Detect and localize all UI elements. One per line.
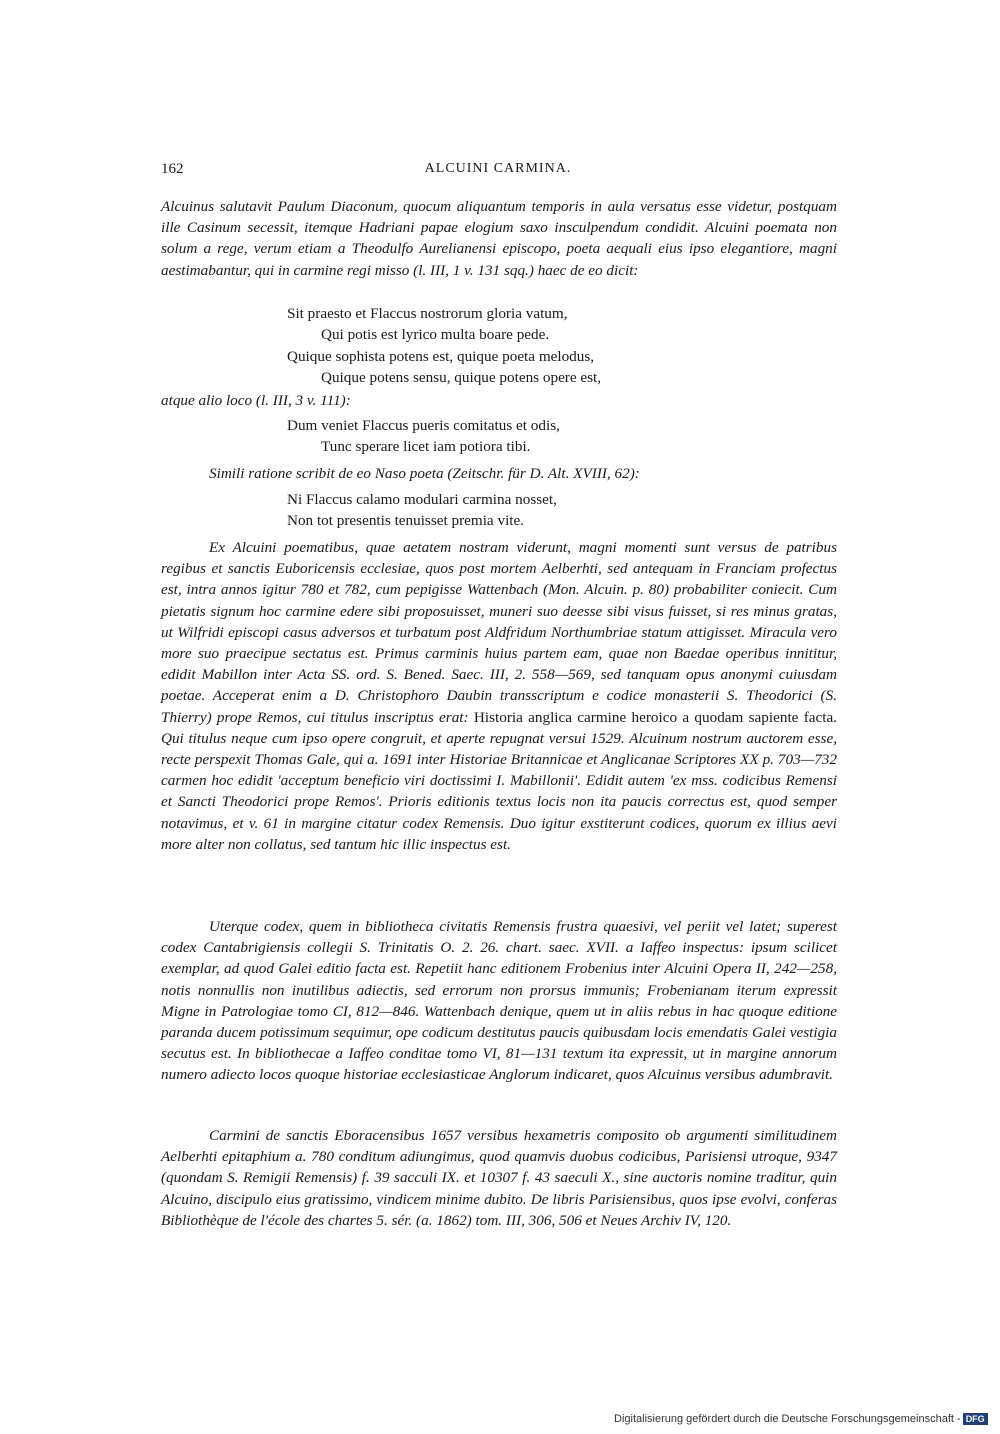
dfg-logo-icon: DFG <box>963 1413 988 1425</box>
verse-line: Quique potens sensu, quique potens opere est, <box>321 369 602 387</box>
verse-block-theodulf-2 <box>287 415 560 458</box>
verse-intro-3: Simili ratione scribit de eo Naso poeta (Zeitschr. für D. Alt. XVIII, 62): <box>209 465 640 482</box>
verse-line: Qui potis est lyrico multa boare pede. <box>321 326 550 344</box>
running-title: ALCUINI CARMINA. <box>424 161 572 176</box>
verse-block-theodulf-1 <box>287 303 601 389</box>
verse-line: Dum veniet Flaccus pueris comitatus et odis, <box>287 417 560 434</box>
paragraph-intro: Alcuinus salutavit Paulum Diaconum, quocum aliquantum temporis in aula versatus esse videtur, postquam ille Casinum secessit, itemque Hadriani papae elogium saxo insculpendum condidit. Alcuini poemata non solum a rege, verum etiam a Theodulfo Aurelianensi episcopo, poeta aequali eius ipso elegantiore, magni aestimabantur, qui in carmine regi misso (l. III, 1 v. 131 sqq.) haec de eo dicit: <box>161 198 837 279</box>
paragraph-poems-part-c: Qui titulus neque cum ipso opere congruit, et aperte repugnat versui 1529. Alcuinum nostrum auctorem esse, recte perspexit Thomas Gale, qui a. 1691 inter Historiae Britannicae et Anglicanae Scriptores XX p. 703—732 carmen hoc edidit 'acceptum beneficio viri doctissimi I. Mabillonii'. Edidit autem 'ex mss. codicibus Remensi et Sancti Theodorici prope Remos'. Prioris editionis textus locis non ita paucis correctus est, quod semper notavimus, et v. 61 in margine citatur codex Remensis. Duo igitur exstiterunt codices, quorum ex illius aevi more alter non collatus, sed tantum hic illic inspectus est. <box>161 729 837 853</box>
paragraph-codices: Uterque codex, quem in bibliotheca civitatis Remensis frustra quaesivi, vel periit vel latet; superest codex Cantabrigiensis collegii S. Trinitatis O. 2. 26. chart. saec. XVII. a Iaffeo inspectus: ipsum scilicet exemplar, ad quod Galei editio facta est. Repetiit hanc editionem Frobenius inter Alcuini Opera II, 242—258, notis nonnullis non inutilibus adiectis, sed errorum non prorsus immunis; Frobenianam iterum expressit Migne in Patrologiae tomo CI, 812—846. Wattenbach denique, quem ut in aliis rebus in hac quoque editione paranda ducem potissimum sequimur, ope codicum destitutus paucis quibusdam locis emendatis Galei vestigia secutus est. In bibliothecae a Iaffeo conditae tomo VI, 81—131 textum ita expressit, ut in margine annorum numero adiecto locos quoque historiae ecclesiasticae Anglorum indicaret, quos Alcuinus versibus adumbravit. <box>161 918 837 1084</box>
paragraph-poems <box>161 537 837 855</box>
verse-line: Quique sophista potens est, quique poeta melodus, <box>287 347 595 365</box>
paragraph-poems-part-a: Ex Alcuini poematibus, quae aetatem nostram viderunt, magni momenti sunt versus de patribus regibus et sanctis Euboricensis ecclesiae, quos post mortem Aelberhti, sed antequam in Franciam profectus est, intra annos igitur 780 et 782, cum pepigisse Wattenbach (Mon. Alcuin. p. 80) probabiliter coniecit. Cum pietatis signum hoc carmine edere sibi proposuisset, muneri suo deesse sibi visus fuisset, si res minus gratas, ut Wilfridi episcopi casus adversos et turbatum post Aldfridum Northumbriae statum attigisset. Miracula vero more suo praecipue sectatus est. Primus carminis huius partem eam, quae non Baedae operibus innititur, edidit Mabillon inter Acta SS. ord. S. Bened. Saec. III, 2. 558—569, sed tanquam opus anonymi cuiusdam poetae. Acceperat enim a D. Christophoro Daubin transscriptum e codice monasterii S. Theodorici (S. Thierry) prope Remos, cui titulus inscriptus erat: <box>161 539 837 726</box>
paragraph-epitaph: Carmini de sanctis Eboracensibus 1657 versibus hexametris composito ob argumenti similitudinem Aelberhti epitaphium a. 780 conditum adiungimus, quod quamvis duobus codicibus, Parisiensi utroque, 9347 (quondam S. Remigii Remensis) f. 39 sacculi IX. et 10307 f. 43 saeculi X., sine auctoris nomine traditur, quin Alcuino, discipulo eius gratissimo, vindicem minime dubito. De libris Parisiensibus, quos ipse evolvi, conferas Bibliothèque de l'école des chartes 5. sér. (a. 1862) tom. III, 306, 506 et Neues Archiv IV, 120. <box>161 1127 837 1229</box>
verse-line: Sit praesto et Flaccus nostrorum gloria vatum, <box>287 305 568 322</box>
verse-block-naso <box>287 489 557 532</box>
footer-credit <box>614 1413 988 1425</box>
verse-line: Non tot presentis tenuisset premia vite. <box>287 512 525 530</box>
footer-text: Digitalisierung gefördert durch die Deutsche Forschungsgemeinschaft - <box>614 1413 961 1425</box>
page-header <box>161 161 835 183</box>
verse-line: Tunc sperare licet iam potiora tibi. <box>321 438 531 456</box>
verse-line: Ni Flaccus calamo modulari carmina nosset, <box>287 491 557 508</box>
verse-intro-2: atque alio loco (l. III, 3 v. 111): <box>161 392 351 409</box>
manuscript-title: Historia anglica carmine heroico a quodam sapiente facta. <box>473 708 838 726</box>
page-number: 162 <box>161 161 184 177</box>
